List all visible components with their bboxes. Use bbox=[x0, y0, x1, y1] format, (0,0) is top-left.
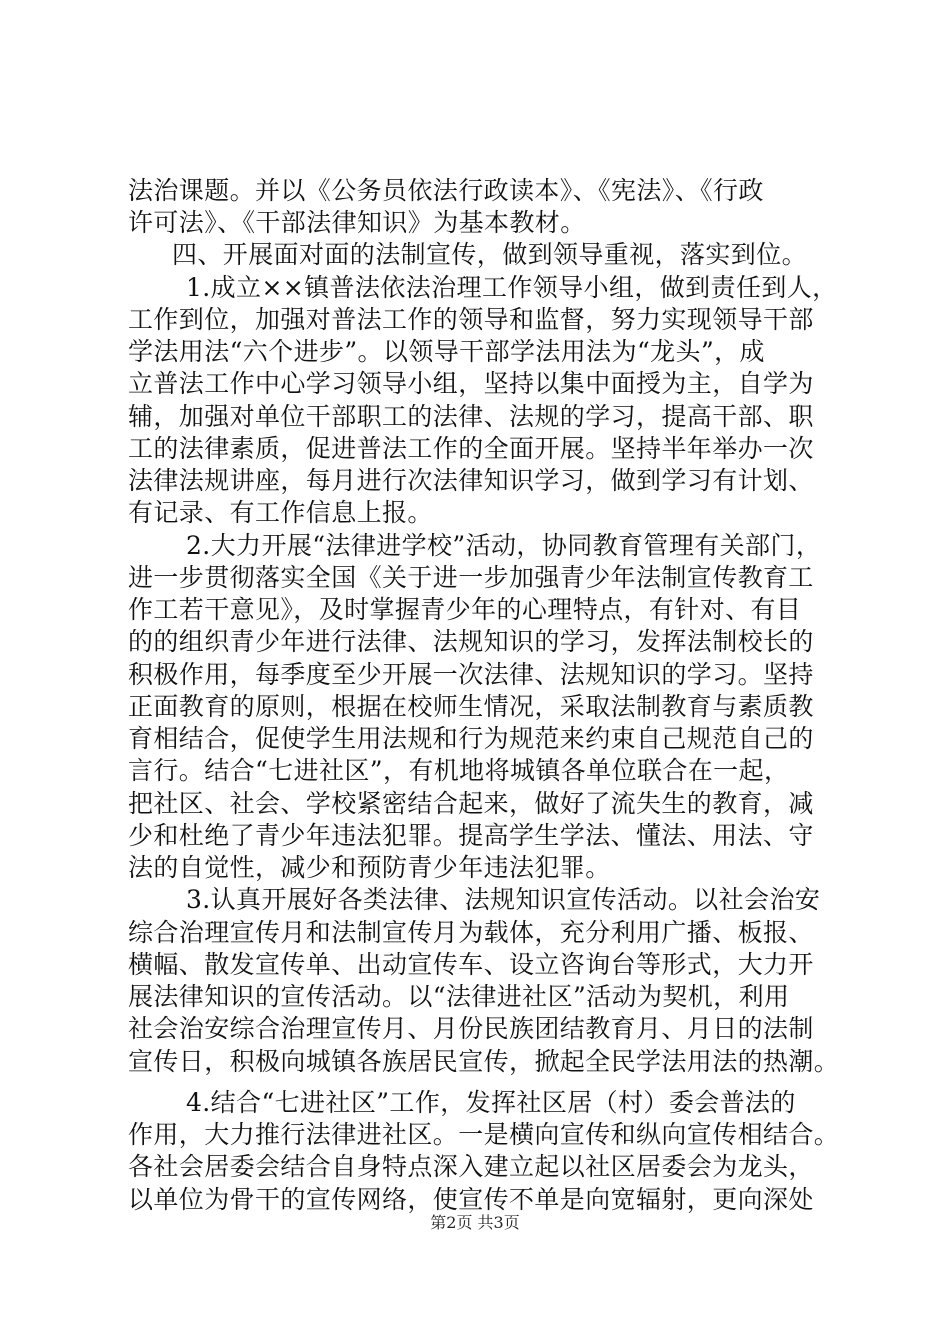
paragraph-start: 3.认真开展好各类法律、法规知识宣传活动。以社会治安 bbox=[186, 885, 821, 914]
text-line: 横幅、散发宣传单、出动宣传车、设立咨询台等形式，大力开 bbox=[128, 950, 814, 979]
paragraph-start: 4.结合“七进社区”工作，发挥社区居（村）委会普法的 bbox=[186, 1088, 796, 1117]
text-line: 社会治安综合治理宣传月、月份民族团结教育月、月日的法制 bbox=[128, 1014, 814, 1043]
text-line: 正面教育的原则，根据在校师生情况，采取法制教育与素质教 bbox=[128, 692, 814, 721]
text-line: 作用，大力推行法律进社区。一是横向宣传和纵向宣传相结合。 bbox=[128, 1120, 840, 1149]
text-line: 的的组织青少年进行法律、法规知识的学习，发挥法制校长的 bbox=[128, 627, 814, 656]
text-line: 许可法》、《干部法律知识》为基本教材。 bbox=[128, 208, 586, 237]
text-line: 进一步贯彻落实全国《关于进一步加强青少年法制宣传教育工 bbox=[128, 563, 814, 592]
text-line: 少和杜绝了青少年违法犯罪。提高学生学法、懂法、用法、守 bbox=[128, 821, 814, 850]
paragraph-start: 2.大力开展“法律进学校”活动，协同教育管理有关部门， bbox=[186, 531, 822, 560]
text-line: 积极作用，每季度至少开展一次法律、法规知识的学习。坚持 bbox=[128, 660, 814, 689]
text-line: 综合治理宣传月和法制宣传月为载体，充分利用广播、板报、 bbox=[128, 918, 814, 947]
paragraph-start: 1.成立××镇普法依法治理工作领导小组，做到责任到人， bbox=[186, 273, 838, 302]
text-line: 法的自觉性，减少和预防青少年违法犯罪。 bbox=[128, 853, 611, 882]
text-line: 宣传日，积极向城镇各族居民宣传，掀起全民学法用法的热潮。 bbox=[128, 1047, 840, 1076]
section-heading: 四、开展面对面的法制宣传，做到领导重视，落实到位。 bbox=[172, 240, 808, 269]
text-line: 法律法规讲座，每月进行次法律知识学习，做到学习有计划、 bbox=[128, 466, 814, 495]
text-line: 言行。结合“七进社区”，有机地将城镇各单位联合在一起， bbox=[128, 756, 790, 785]
text-line: 辅，加强对单位干部职工的法律、法规的学习，提高干部、职 bbox=[128, 402, 814, 431]
page-footer: 第2页 共3页 bbox=[430, 1213, 520, 1232]
text-line: 各社会居委会结合自身特点深入建立起以社区居委会为龙头， bbox=[128, 1152, 814, 1181]
text-line: 把社区、社会、学校紧密结合起来，做好了流失生的教育，减 bbox=[128, 789, 814, 818]
text-line: 法治课题。并以《公务员依法行政读本》、《宪法》、《行政 bbox=[128, 176, 764, 205]
text-line: 育相结合，促使学生用法规和行为规范来约束自己规范自己的 bbox=[128, 724, 814, 753]
text-line: 作工若干意见》，及时掌握青少年的心理特点，有针对、有目 bbox=[128, 595, 802, 624]
text-line: 工作到位，加强对普法工作的领导和监督，努力实现领导干部 bbox=[128, 305, 814, 334]
text-line: 立普法工作中心学习领导小组，坚持以集中面授为主，自学为 bbox=[128, 369, 814, 398]
text-line: 有记录、有工作信息上报。 bbox=[128, 498, 433, 527]
text-line: 以单位为骨干的宣传网络，使宣传不单是向宽辐射，更向深处 bbox=[128, 1185, 814, 1214]
text-line: 工的法律素质，促进普法工作的全面开展。坚持半年举办一次 bbox=[128, 434, 814, 463]
text-line: 展法律知识的宣传活动。以“法律进社区”活动为契机，利用 bbox=[128, 982, 790, 1011]
text-line: 学法用法“六个进步”。以领导干部学法用法为“龙头”，成 bbox=[128, 337, 765, 366]
